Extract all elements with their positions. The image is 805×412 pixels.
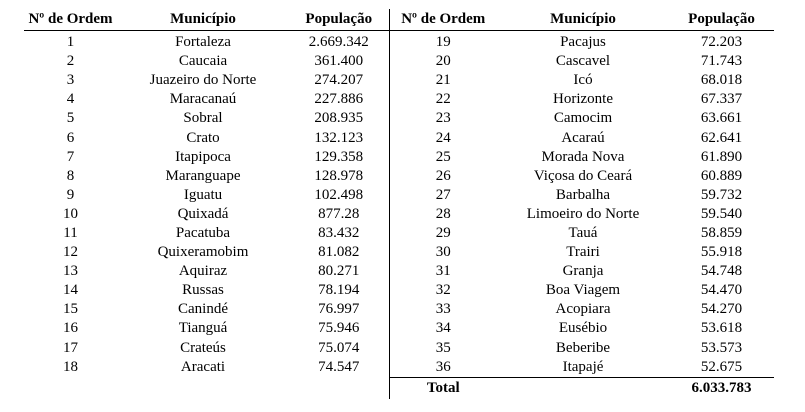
table-body — [24, 31, 774, 399]
order-cell: 30 — [435, 244, 451, 261]
table-row — [24, 109, 774, 128]
population-cell: 59.732 — [700, 186, 743, 203]
table-row — [24, 128, 774, 147]
order-cell: 18 — [63, 358, 78, 375]
header-municipality-right: Município — [497, 9, 669, 31]
order-cell: 1 — [66, 34, 75, 51]
population-cell: 52.675 — [700, 358, 743, 375]
population-cell: 53.618 — [700, 320, 743, 337]
order-cell: 31 — [435, 263, 451, 280]
order-cell: 9 — [66, 186, 75, 203]
population-cell: 75.946 — [289, 319, 389, 338]
municipality-cell: Trairi — [566, 244, 600, 261]
population-cell: 76.997 — [289, 300, 389, 319]
order-cell: 7 — [66, 148, 75, 165]
population-cell: 208.935 — [289, 109, 389, 128]
municipality-cell: Cascavel — [555, 53, 611, 70]
order-cell: 20 — [435, 53, 451, 70]
total-label: Total — [389, 377, 497, 399]
population-cell: 78.194 — [289, 281, 389, 300]
population-table — [24, 9, 774, 399]
municipality-cell: Fortaleza — [175, 34, 231, 51]
order-cell: 17 — [63, 339, 78, 356]
population-cell: 81.082 — [289, 243, 389, 262]
municipality-cell: Itapajé — [562, 358, 604, 375]
population-cell: 132.123 — [289, 128, 389, 147]
municipality-cell: Maranguape — [165, 167, 241, 184]
municipality-cell: Itapipoca — [175, 148, 231, 165]
population-cell: 71.743 — [700, 53, 743, 70]
order-cell: 25 — [435, 148, 451, 165]
population-cell: 128.978 — [289, 167, 389, 186]
header-row — [24, 9, 774, 31]
municipality-cell: Tianguá — [178, 320, 228, 337]
municipality-cell: Caucaia — [178, 53, 228, 70]
municipality-cell: Iguatu — [183, 186, 223, 203]
order-cell: 26 — [435, 167, 451, 184]
order-cell: 29 — [435, 224, 451, 241]
order-cell: 14 — [63, 282, 78, 299]
municipality-cell: Tauá — [568, 224, 598, 241]
header-order-right: Nº de Ordem — [389, 9, 497, 31]
municipality-cell: Maracanaú — [169, 91, 237, 108]
population-cell: 55.918 — [700, 244, 743, 261]
population-cell: 2.669.342 — [289, 31, 389, 53]
municipality-cell: Viçosa do Ceará — [533, 167, 633, 184]
municipality-cell: Quixeramobim — [157, 244, 249, 261]
population-cell: 83.432 — [289, 224, 389, 243]
total-value: 6.033.783 — [669, 377, 774, 399]
municipality-cell: Boa Viagem — [545, 282, 621, 299]
municipality-cell: Horizonte — [553, 91, 613, 108]
population-cell: 59.540 — [700, 205, 743, 222]
table-row — [24, 71, 774, 90]
table-row — [24, 186, 774, 205]
table-row — [24, 90, 774, 109]
order-cell: 15 — [63, 301, 78, 318]
municipality-cell: Eusébio — [558, 320, 608, 337]
order-cell: 35 — [435, 339, 451, 356]
population-cell: 54.270 — [700, 301, 743, 318]
municipality-cell: Pacajus — [560, 34, 606, 51]
order-cell: 21 — [435, 72, 451, 89]
municipality-cell: Russas — [182, 282, 224, 299]
table-row — [24, 52, 774, 71]
table-row — [24, 281, 774, 300]
order-cell: 28 — [435, 205, 451, 222]
order-cell: 16 — [63, 320, 78, 337]
population-cell: 102.498 — [289, 186, 389, 205]
population-cell: 227.886 — [289, 90, 389, 109]
order-cell: 23 — [435, 110, 451, 127]
population-cell: 54.748 — [700, 263, 743, 280]
population-cell: 129.358 — [289, 148, 389, 167]
population-cell: 63.661 — [700, 110, 743, 127]
population-cell: 72.203 — [700, 34, 743, 51]
order-cell: 11 — [63, 224, 78, 241]
order-cell: 33 — [435, 301, 451, 318]
municipality-cell: Crato — [186, 129, 220, 146]
order-cell: 5 — [66, 110, 75, 127]
total-row-spacer — [24, 377, 389, 399]
municipality-cell: Limoeiro do Norte — [526, 205, 640, 222]
order-cell: 32 — [435, 282, 451, 299]
population-cell: 877.28 — [289, 205, 389, 224]
order-cell: 27 — [435, 186, 451, 203]
population-cell: 58.859 — [700, 224, 743, 241]
population-cell: 68.018 — [700, 72, 743, 89]
table-row — [24, 148, 774, 167]
header-municipality-left: Município — [117, 9, 289, 31]
table-row — [24, 319, 774, 338]
header-order-left: Nº de Ordem — [24, 9, 117, 31]
order-cell: 22 — [435, 91, 451, 108]
population-cell: 80.271 — [289, 262, 389, 281]
table-row — [24, 167, 774, 186]
population-cell: 61.890 — [700, 148, 743, 165]
municipality-cell: Juazeiro do Norte — [149, 72, 257, 89]
order-cell: 36 — [435, 358, 451, 375]
table-row — [24, 358, 774, 378]
table-row — [24, 339, 774, 358]
municipality-cell: Aquiraz — [178, 263, 228, 280]
municipality-cell: Camocim — [553, 110, 613, 127]
total-row — [24, 377, 774, 399]
municipality-cell: Beberibe — [555, 339, 611, 356]
header-population-right: População — [669, 9, 774, 31]
population-cell: 74.547 — [289, 358, 389, 378]
table-row — [24, 224, 774, 243]
order-cell: 19 — [435, 34, 451, 51]
municipality-cell: Quixadá — [177, 205, 229, 222]
table-row — [24, 300, 774, 319]
order-cell: 4 — [66, 91, 75, 108]
order-cell: 24 — [435, 129, 451, 146]
municipality-cell: Acaraú — [561, 129, 605, 146]
population-cell: 361.400 — [289, 52, 389, 71]
total-spacer — [497, 377, 669, 399]
order-cell: 3 — [66, 72, 75, 89]
order-cell: 10 — [63, 205, 78, 222]
population-cell: 54.470 — [700, 282, 743, 299]
population-cell: 53.573 — [700, 339, 743, 356]
municipality-cell: Pacatuba — [175, 224, 231, 241]
order-cell: 12 — [63, 244, 78, 261]
municipality-cell: Granja — [562, 263, 604, 280]
population-cell: 75.074 — [289, 339, 389, 358]
municipality-cell: Barbalha — [555, 186, 611, 203]
population-cell: 60.889 — [700, 167, 743, 184]
municipality-cell: Aracati — [180, 358, 226, 375]
order-cell: 2 — [66, 53, 75, 70]
table-row — [24, 262, 774, 281]
table-row — [24, 205, 774, 224]
population-cell: 62.641 — [700, 129, 743, 146]
table-row — [24, 31, 774, 53]
municipality-cell: Crateús — [180, 339, 226, 356]
order-cell: 34 — [435, 320, 451, 337]
order-cell: 8 — [66, 167, 75, 184]
municipality-cell: Acopiara — [555, 301, 611, 318]
table-row — [24, 243, 774, 262]
municipality-cell: Canindé — [178, 301, 228, 318]
population-cell: 274.207 — [289, 71, 389, 90]
municipality-cell: Morada Nova — [541, 148, 625, 165]
population-cell: 67.337 — [700, 91, 743, 108]
order-cell: 13 — [63, 263, 78, 280]
municipality-cell: Icó — [573, 72, 593, 89]
order-cell: 6 — [66, 129, 75, 146]
municipality-cell: Sobral — [183, 110, 223, 127]
header-population-left: População — [289, 9, 389, 31]
